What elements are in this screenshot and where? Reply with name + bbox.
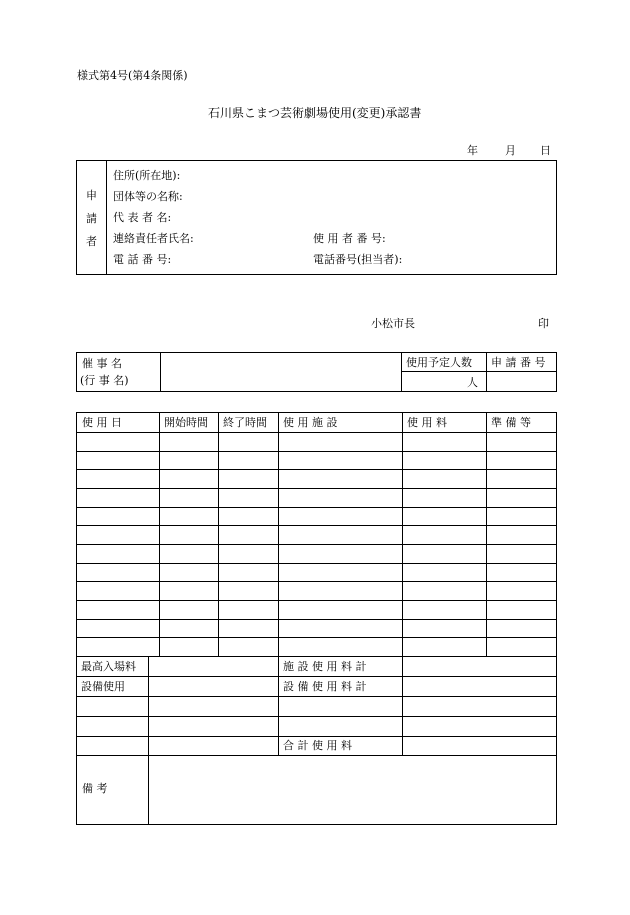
usage-column-line xyxy=(278,412,279,656)
usage-column-line xyxy=(402,412,403,656)
event-name-label-1: 催 事 名 xyxy=(82,357,122,370)
equipment-total-label: 設 備 使 用 料 計 xyxy=(283,680,367,693)
date-month: 月 xyxy=(505,144,516,157)
event-divider-2 xyxy=(401,352,402,392)
usage-header-fee: 使 用 料 xyxy=(407,416,447,429)
usage-column-line xyxy=(159,412,160,656)
fee-label-column-line xyxy=(148,656,149,825)
applicant-divider xyxy=(106,160,107,275)
usage-row-line xyxy=(76,544,556,545)
applicant-address-label: 住所(所在地): xyxy=(113,169,181,182)
applicant-org-name-label: 団体等の名称: xyxy=(113,190,183,203)
remarks-label: 備 考 xyxy=(82,782,108,795)
applicant-user-number-label: 使 用 者 番 号: xyxy=(313,232,386,245)
usage-column-line xyxy=(486,412,487,656)
event-divider-3 xyxy=(486,352,487,392)
usage-row-line xyxy=(76,469,556,470)
max-admission-label: 最高入場料 xyxy=(81,660,136,673)
grand-total-label: 合 計 使 用 料 xyxy=(283,739,352,752)
usage-header-preparation: 準 備 等 xyxy=(491,416,531,429)
fee-middle-column-line xyxy=(278,656,279,755)
usage-row-line xyxy=(76,581,556,582)
people-unit: 人 xyxy=(467,376,478,389)
usage-row-line xyxy=(76,619,556,620)
expected-attendance-label: 使用予定人数 xyxy=(406,356,472,369)
equipment-use-label: 設備使用 xyxy=(81,680,125,693)
usage-row-line xyxy=(76,451,556,452)
applicant-side-label-2: 請 xyxy=(86,212,97,225)
usage-row-line xyxy=(76,563,556,564)
usage-header-end: 終了時間 xyxy=(223,416,267,429)
issuer-name: 小松市長 xyxy=(371,317,415,330)
date-day: 日 xyxy=(540,144,551,157)
usage-row-line xyxy=(76,488,556,489)
usage-header-facility: 使 用 施 設 xyxy=(283,416,338,429)
event-divider-1 xyxy=(160,352,161,392)
event-table xyxy=(76,352,557,392)
issuer-seal: 印 xyxy=(538,317,549,330)
applicant-contact-phone-label: 電話番号(担当者): xyxy=(313,253,403,266)
event-name-label-2: (行 事 名) xyxy=(80,374,129,387)
applicant-representative-label: 代 表 者 名: xyxy=(113,211,172,224)
usage-row-line xyxy=(76,507,556,508)
usage-column-line xyxy=(218,412,219,656)
usage-row-line xyxy=(76,637,556,638)
applicant-phone-label: 電 話 番 号: xyxy=(113,253,172,266)
date-year: 年 xyxy=(467,144,478,157)
form-number: 様式第4号(第4条関係) xyxy=(77,69,188,82)
applicant-side-label-3: 者 xyxy=(86,235,97,248)
applicant-contact-person-label: 連絡責任者氏名: xyxy=(113,232,194,245)
usage-row-line xyxy=(76,525,556,526)
facility-total-label: 施 設 使 用 料 計 xyxy=(283,660,367,673)
document-title: 石川県こまつ芸術劇場使用(変更)承認書 xyxy=(208,106,422,120)
usage-header-separator xyxy=(76,432,556,433)
usage-header-date: 使 用 日 xyxy=(82,416,122,429)
fee-value-column-line xyxy=(402,656,403,755)
applicant-side-label-1: 申 xyxy=(86,189,97,202)
application-number-label: 申 請 番 号 xyxy=(491,356,546,369)
usage-header-start: 開始時間 xyxy=(164,416,208,429)
event-row-divider xyxy=(401,371,556,372)
usage-row-line xyxy=(76,600,556,601)
